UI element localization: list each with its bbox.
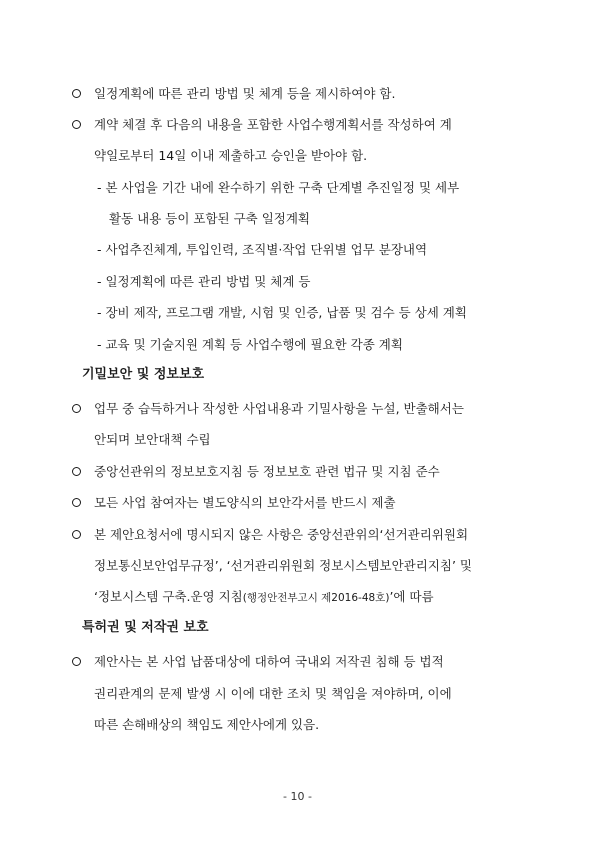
continuation-line: 안되며 보안대책 수립 bbox=[94, 432, 211, 447]
dash-line: - 장비 제작, 프로그램 개발, 시험 및 인증, 납품 및 검수 등 상세 계획 bbox=[97, 305, 467, 320]
continuation-line: ‘정보시스템 구축.운영 지침(행정안전부고시 제2016-48호)’에 따름 bbox=[94, 589, 434, 604]
circle-bullet-icon bbox=[72, 527, 94, 543]
dash-line: - 교육 및 기술지원 계획 등 사업수행에 필요한 각종 계획 bbox=[97, 337, 403, 352]
section-heading: 특허권 및 저작권 보호 bbox=[82, 620, 209, 635]
section-heading: 기밀보안 및 정보보호 bbox=[82, 367, 205, 382]
bullet-line: 업무 중 습득하거나 작성한 사업내용과 기밀사항을 누설, 반출해서는 bbox=[72, 401, 464, 417]
dash-line: - 본 사업을 기간 내에 완수하기 위한 구축 단계별 추진일정 및 세부 bbox=[97, 180, 460, 195]
circle-bullet-icon bbox=[72, 401, 94, 417]
bullet-line: 모든 사업 참여자는 별도양식의 보안각서를 반드시 제출 bbox=[72, 495, 396, 511]
continuation-line: 약일로부터 14일 이내 제출하고 승인을 받아야 함. bbox=[94, 148, 368, 163]
bullet-line: 본 제안요청서에 명시되지 않은 사항은 중앙선관위의‘선거관리위원회 bbox=[72, 527, 468, 543]
bullet-line: 계약 체결 후 다음의 내용을 포함한 사업수행계획서를 작성하여 계 bbox=[72, 117, 452, 133]
circle-bullet-icon bbox=[72, 654, 94, 670]
continuation-line: 정보통신보안업무규정’, ‘선거관리위원회 정보시스템보안관리지침’ 및 bbox=[94, 558, 472, 573]
page-number: - 10 - bbox=[283, 790, 312, 803]
bullet-line: 중앙선관위의 정보보호지침 등 정보보호 관련 법규 및 지침 준수 bbox=[72, 464, 440, 480]
circle-bullet-icon bbox=[72, 464, 94, 480]
dash-continuation-line: 활동 내용 등이 포함된 구축 일정계획 bbox=[109, 211, 310, 226]
continuation-line: 따른 손해배상의 책임도 제안사에게 있음. bbox=[94, 717, 320, 732]
dash-line: - 사업추진체계, 투입인력, 조직별·작업 단위별 업무 분장내역 bbox=[97, 242, 428, 257]
circle-bullet-icon bbox=[72, 117, 94, 133]
continuation-line: 권리관계의 문제 발생 시 이에 대한 조치 및 책임을 져야하며, 이에 bbox=[94, 686, 452, 701]
circle-bullet-icon bbox=[72, 495, 94, 511]
bullet-line: 일정계획에 따른 관리 방법 및 체계 등을 제시하여야 함. bbox=[72, 86, 395, 102]
circle-bullet-icon bbox=[72, 86, 94, 102]
bullet-line: 제안사는 본 사업 납품대상에 대하여 국내외 저작권 침해 등 법적 bbox=[72, 654, 444, 670]
dash-line: - 일정계획에 따른 관리 방법 및 체계 등 bbox=[97, 274, 311, 289]
